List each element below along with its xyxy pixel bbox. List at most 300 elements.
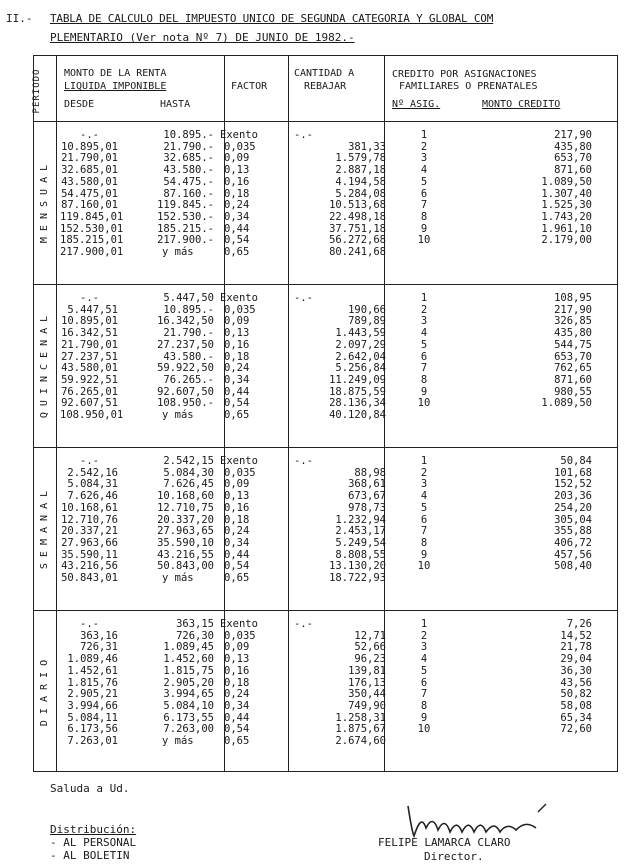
cell-cantidad: 381,33	[348, 140, 386, 153]
cell-monto-credito: 101,68	[554, 466, 592, 479]
cell-desde: -.-	[80, 455, 99, 467]
cell-cantidad: 52,66	[354, 641, 386, 654]
cell-hasta: 27.237,50	[157, 338, 214, 351]
cell-monto-credito: 305,04	[554, 513, 592, 526]
section-label-semanal	[34, 452, 56, 607]
header-factor: FACTOR	[231, 81, 268, 92]
cell-nro-asig: 1	[420, 455, 428, 467]
cell-cantidad: -.-	[294, 129, 313, 141]
cell-hasta: 108.950.-	[157, 397, 214, 410]
table-row	[58, 689, 630, 701]
cell-hasta: 35.590,10	[157, 536, 214, 549]
cell-monto-credito: 43,56	[560, 676, 592, 689]
header-periodo: PERIODO	[32, 68, 42, 114]
cell-cantidad: 1.875,67	[335, 723, 386, 736]
cell-desde: 43.580,01	[61, 175, 118, 188]
cell-factor: 0,09	[224, 315, 250, 328]
cell-hasta: 6.173,55	[163, 711, 214, 724]
heading-line-2: PLEMENTARIO (Ver nota Nº 7) DE JUNIO DE 1982.-	[50, 31, 355, 44]
cell-hasta: y más	[162, 246, 194, 258]
section-label-diario	[34, 615, 56, 770]
cell-monto-credito: 406,72	[554, 536, 592, 549]
cell-cantidad: 176,13	[348, 676, 386, 689]
cell-factor: 0,34	[224, 210, 250, 223]
table-row	[58, 619, 630, 631]
cell-hasta: 1.452,60	[163, 653, 214, 666]
cell-hasta: 217.900.-	[157, 234, 214, 247]
cell-desde: 20.337,21	[61, 525, 118, 538]
signer-name: FELIPE LAMARCA CLARO	[378, 836, 511, 849]
cell-hasta: 32.685.-	[163, 152, 214, 165]
table-row	[58, 456, 630, 468]
cell-nro-asig: 10	[417, 397, 431, 410]
table-row	[58, 736, 630, 748]
cell-hasta: 7.263,00	[163, 723, 214, 736]
header-credito-1: CREDITO POR ASIGNACIONES	[392, 69, 537, 80]
cell-monto-credito: 508,40	[554, 560, 592, 573]
cell-desde: -.-	[80, 292, 99, 304]
cell-factor: Exento	[220, 618, 258, 630]
cell-monto-credito: 653,70	[554, 152, 592, 165]
cell-nro-asig: 2	[420, 629, 428, 642]
cell-hasta: 152.530.-	[157, 210, 214, 223]
cell-hasta: 59.922,50	[157, 362, 214, 375]
cell-cantidad: 96,23	[354, 653, 386, 666]
cell-cantidad: 1.579,78	[335, 152, 386, 165]
cell-factor: Exento	[220, 455, 258, 467]
cell-hasta: 10.895.-	[163, 129, 214, 141]
cell-cantidad: -.-	[294, 618, 313, 630]
cell-hasta: 16.342,50	[157, 315, 214, 328]
table-row	[58, 573, 630, 585]
cell-factor: 0,035	[224, 140, 256, 153]
distribution-item: - AL PERSONAL	[50, 836, 137, 849]
cell-nro-asig: 3	[420, 641, 428, 654]
cell-monto-credito: 108,95	[554, 292, 592, 304]
table-row	[58, 491, 630, 503]
cell-desde: 21.790,01	[61, 152, 118, 165]
cell-monto-credito: 653,70	[554, 350, 592, 363]
cell-factor: 0,65	[224, 735, 250, 747]
section-label-text: Q U I N C E N A L	[39, 315, 51, 418]
cell-hasta: 50.843,00	[157, 560, 214, 573]
table-row	[58, 247, 630, 259]
cell-cantidad: 10.513,68	[329, 199, 386, 212]
cell-cantidad: 2.642,04	[335, 350, 386, 363]
cell-factor: 0,035	[224, 629, 256, 642]
cell-factor: 0,09	[224, 152, 250, 165]
cell-nro-asig: 1	[420, 129, 428, 141]
cell-hasta: 3.994,65	[163, 688, 214, 701]
cell-cantidad: -.-	[294, 292, 313, 304]
cell-monto-credito: 217,90	[554, 303, 592, 316]
cell-nro-asig: 5	[420, 501, 428, 514]
header-monto-credito: MONTO CREDITO	[482, 99, 561, 110]
cell-factor: 0,44	[224, 222, 250, 235]
cell-cantidad: 18.875,59	[329, 385, 386, 398]
cell-monto-credito: 2.179,00	[541, 234, 592, 247]
cell-monto-credito: 544,75	[554, 338, 592, 351]
table-row	[58, 503, 630, 515]
cell-monto-credito: 254,20	[554, 501, 592, 514]
cell-nro-asig: 3	[420, 478, 428, 491]
cell-hasta: y más	[162, 572, 194, 584]
cell-desde: 108.950,01	[60, 409, 124, 421]
cell-cantidad: 978,73	[348, 501, 386, 514]
cell-monto-credito: 14,52	[560, 629, 592, 642]
cell-desde: 59.922,51	[61, 373, 118, 386]
cell-monto-credito: 7,26	[566, 618, 592, 630]
table-row	[58, 130, 630, 142]
cell-desde: 16.342,51	[61, 327, 118, 340]
cell-cantidad: -.-	[294, 455, 313, 467]
cell-hasta: 7.626,45	[163, 478, 214, 491]
table-row	[58, 177, 630, 189]
cell-cantidad: 5.256,84	[335, 362, 386, 375]
section-number: II.-	[6, 12, 33, 25]
cell-nro-asig: 1	[420, 618, 428, 630]
cell-cantidad: 11.249,09	[329, 373, 386, 386]
cell-factor: 0,44	[224, 711, 250, 724]
cell-hasta: 21.790.-	[163, 140, 214, 153]
cell-nro-asig: 7	[420, 362, 428, 375]
cell-nro-asig: 7	[420, 199, 428, 212]
cell-factor: 0,34	[224, 373, 250, 386]
table-row	[58, 293, 630, 305]
cell-desde: 7.626,46	[67, 490, 118, 503]
cell-monto-credito: 871,60	[554, 164, 592, 177]
cell-cantidad: 37.751,18	[329, 222, 386, 235]
cell-factor: 0,24	[224, 525, 250, 538]
cell-monto-credito: 871,60	[554, 373, 592, 386]
cell-desde: -.-	[80, 618, 99, 630]
cell-factor: 0,18	[224, 513, 250, 526]
table-row	[58, 678, 630, 690]
cell-nro-asig: 4	[420, 164, 428, 177]
section-label-quincenal	[34, 289, 56, 444]
cell-desde: 5.447,51	[67, 303, 118, 316]
cell-desde: 35.590,11	[61, 548, 118, 561]
cell-hasta: 185.215.-	[157, 222, 214, 235]
cell-nro-asig: 9	[420, 222, 428, 235]
header-monto-2: LIQUIDA IMPONIBLE	[64, 81, 167, 92]
cell-hasta: 1.815,75	[163, 664, 214, 677]
cell-monto-credito: 1.089,50	[541, 397, 592, 410]
cell-nro-asig: 5	[420, 175, 428, 188]
cell-cantidad: 2.453,17	[335, 525, 386, 538]
cell-cantidad: 5.284,08	[335, 187, 386, 200]
cell-cantidad: 28.136,34	[329, 397, 386, 410]
cell-monto-credito: 50,84	[560, 455, 592, 467]
cell-cantidad: 5.249,54	[335, 536, 386, 549]
cell-desde: 76.265,01	[61, 385, 118, 398]
cell-cantidad: 673,67	[348, 490, 386, 503]
cell-desde: 87.160,01	[61, 199, 118, 212]
table-row	[58, 305, 630, 317]
section-label-text: M E N S U A L	[39, 164, 50, 243]
cell-hasta: 119.845.-	[157, 199, 214, 212]
cell-factor: 0,24	[224, 362, 250, 375]
cell-cantidad: 4.194,58	[335, 175, 386, 188]
cell-nro-asig: 4	[420, 490, 428, 503]
cell-desde: 50.843,01	[61, 572, 118, 584]
cell-factor: Exento	[220, 292, 258, 304]
cell-nro-asig: 8	[420, 210, 428, 223]
cell-monto-credito: 355,88	[554, 525, 592, 538]
cell-cantidad: 1.232,94	[335, 513, 386, 526]
section-label-mensual	[34, 126, 56, 281]
cell-monto-credito: 72,60	[560, 723, 592, 736]
cell-cantidad: 40.120,84	[329, 409, 386, 421]
cell-factor: Exento	[220, 129, 258, 141]
cell-nro-asig: 5	[420, 664, 428, 677]
cell-factor: 0,54	[224, 397, 250, 410]
cell-desde: 726,31	[80, 641, 118, 654]
cell-desde: 1.452,61	[67, 664, 118, 677]
cell-monto-credito: 58,08	[560, 699, 592, 712]
cell-desde: 217.900,01	[60, 246, 124, 258]
cell-hasta: 12.710,75	[157, 501, 214, 514]
table-row	[58, 212, 630, 224]
header-bottom-rule	[34, 121, 617, 122]
cell-nro-asig: 4	[420, 653, 428, 666]
cell-desde: 5.084,31	[67, 478, 118, 491]
table-row	[58, 631, 630, 643]
table-row	[58, 642, 630, 654]
cell-nro-asig: 6	[420, 513, 428, 526]
cell-nro-asig: 9	[420, 548, 428, 561]
cell-monto-credito: 980,55	[554, 385, 592, 398]
cell-nro-asig: 6	[420, 350, 428, 363]
cell-desde: 185.215,01	[60, 234, 124, 247]
cell-hasta: 87.160.-	[163, 187, 214, 200]
cell-monto-credito: 1.089,50	[541, 175, 592, 188]
cell-cantidad: 350,44	[348, 688, 386, 701]
cell-nro-asig: 10	[417, 234, 431, 247]
cell-hasta: 92.607,50	[157, 385, 214, 398]
cell-desde: 2.542,16	[67, 466, 118, 479]
cell-cantidad: 22.498,18	[329, 210, 386, 223]
header-cantidad-2: REBAJAR	[304, 81, 347, 92]
cell-nro-asig: 7	[420, 525, 428, 538]
cell-factor: 0,54	[224, 234, 250, 247]
cell-cantidad: 190,66	[348, 303, 386, 316]
table-row	[58, 375, 630, 387]
cell-hasta: 726,30	[176, 629, 214, 642]
cell-hasta: 27.963,65	[157, 525, 214, 538]
cell-cantidad: 80.241,68	[329, 246, 386, 258]
cell-monto-credito: 762,65	[554, 362, 592, 375]
cell-desde: 7.263,01	[67, 735, 118, 747]
table-row	[58, 538, 630, 550]
cell-cantidad: 2.097,29	[335, 338, 386, 351]
cell-hasta: 5.084,30	[163, 466, 214, 479]
cell-factor: 0,18	[224, 676, 250, 689]
cell-hasta: y más	[162, 735, 194, 747]
table-row	[58, 340, 630, 352]
cell-monto-credito: 435,80	[554, 140, 592, 153]
cell-factor: 0,16	[224, 175, 250, 188]
section-label-text: D I A R I O	[39, 659, 51, 726]
cell-nro-asig: 10	[417, 560, 431, 573]
cell-desde: 119.845,01	[60, 210, 124, 223]
cell-cantidad: 2.887,18	[335, 164, 386, 177]
header-monto-1: MONTO DE LA RENTA	[64, 68, 167, 79]
cell-factor: 0,13	[224, 490, 250, 503]
cell-desde: -.-	[80, 129, 99, 141]
cell-desde: 2.905,21	[67, 688, 118, 701]
cell-cantidad: 18.722,93	[329, 572, 386, 584]
cell-cantidad: 88,98	[354, 466, 386, 479]
cell-hasta: 21.790.-	[163, 327, 214, 340]
cell-desde: 43.580,01	[61, 362, 118, 375]
cell-monto-credito: 1.743,20	[541, 210, 592, 223]
cell-monto-credito: 1.525,30	[541, 199, 592, 212]
section-rule-3	[34, 610, 617, 611]
cell-monto-credito: 435,80	[554, 327, 592, 340]
cell-nro-asig: 6	[420, 187, 428, 200]
cell-factor: 0,18	[224, 187, 250, 200]
table-row	[58, 468, 630, 480]
cell-cantidad: 368,61	[348, 478, 386, 491]
cell-factor: 0,34	[224, 699, 250, 712]
cell-nro-asig: 5	[420, 338, 428, 351]
heading-line-1: TABLA DE CALCULO DEL IMPUESTO UNICO DE SEGUNDA CATEGORIA Y GLOBAL COM	[50, 12, 494, 25]
cell-hasta: 10.895.-	[163, 303, 214, 316]
cell-nro-asig: 2	[420, 466, 428, 479]
cell-desde: 10.168,61	[61, 501, 118, 514]
header-credito-2: FAMILIARES O PRENATALES	[399, 81, 538, 92]
cell-monto-credito: 21,78	[560, 641, 592, 654]
table-row	[58, 410, 630, 422]
cell-desde: 12.710,76	[61, 513, 118, 526]
cell-cantidad: 1.258,31	[335, 711, 386, 724]
cell-hasta: 363,15	[176, 618, 214, 630]
cell-monto-credito: 217,90	[554, 129, 592, 141]
cell-hasta: 76.265.-	[163, 373, 214, 386]
cell-monto-credito: 36,30	[560, 664, 592, 677]
cell-factor: 0,65	[224, 572, 250, 584]
header-nro-asig: Nº ASIG.	[392, 99, 441, 110]
cell-factor: 0,18	[224, 350, 250, 363]
cell-nro-asig: 7	[420, 688, 428, 701]
salutation: Saluda a Ud.	[50, 782, 130, 795]
table-row	[58, 701, 630, 713]
cell-nro-asig: 6	[420, 676, 428, 689]
distribution-title: Distribución:	[50, 823, 137, 836]
cell-desde: 10.895,01	[61, 315, 118, 328]
cell-factor: 0,16	[224, 664, 250, 677]
cell-factor: 0,13	[224, 164, 250, 177]
cell-cantidad: 749,90	[348, 699, 386, 712]
section-rule-2	[34, 447, 617, 448]
cell-factor: 0,13	[224, 327, 250, 340]
cell-monto-credito: 152,52	[554, 478, 592, 491]
cell-factor: 0,54	[224, 723, 250, 736]
cell-factor: 0,09	[224, 478, 250, 491]
cell-cantidad: 1.443,59	[335, 327, 386, 340]
table-row	[58, 479, 630, 491]
cell-desde: 54.475,01	[61, 187, 118, 200]
cell-factor: 0,16	[224, 338, 250, 351]
cell-hasta: 20.337,20	[157, 513, 214, 526]
cell-nro-asig: 1	[420, 292, 428, 304]
cell-monto-credito: 1.961,10	[541, 222, 592, 235]
cell-factor: 0,54	[224, 560, 250, 573]
cell-nro-asig: 2	[420, 303, 428, 316]
header-hasta: HASTA	[160, 99, 191, 110]
cell-cantidad: 789,89	[348, 315, 386, 328]
header-desde: DESDE	[64, 99, 95, 110]
cell-desde: 27.237,51	[61, 350, 118, 363]
cell-desde: 92.607,51	[61, 397, 118, 410]
cell-monto-credito: 326,85	[554, 315, 592, 328]
cell-factor: 0,09	[224, 641, 250, 654]
cell-factor: 0,44	[224, 548, 250, 561]
cell-hasta: 5.084,10	[163, 699, 214, 712]
cell-desde: 27.963,66	[61, 536, 118, 549]
cell-hasta: 43.580.-	[163, 350, 214, 363]
cell-factor: 0,13	[224, 653, 250, 666]
cell-factor: 0,44	[224, 385, 250, 398]
cell-monto-credito: 50,82	[560, 688, 592, 701]
distribution-item: - AL BOLETIN	[50, 849, 130, 862]
cell-nro-asig: 9	[420, 385, 428, 398]
signer-title: Director.	[424, 850, 484, 863]
cell-hasta: 5.447,50	[163, 292, 214, 304]
cell-monto-credito: 1.307,40	[541, 187, 592, 200]
section-label-text: S E M A N A L	[39, 490, 50, 569]
cell-nro-asig: 10	[417, 723, 431, 736]
cell-nro-asig: 4	[420, 327, 428, 340]
cell-desde: 10.895,01	[61, 140, 118, 153]
cell-cantidad: 2.674,60	[335, 735, 386, 747]
cell-factor: 0,24	[224, 199, 250, 212]
cell-factor: 0,16	[224, 501, 250, 514]
cell-factor: 0,035	[224, 303, 256, 316]
cell-desde: 5.084,11	[67, 711, 118, 724]
cell-desde: 3.994,66	[67, 699, 118, 712]
cell-factor: 0,65	[224, 246, 250, 258]
cell-factor: 0,34	[224, 536, 250, 549]
cell-desde: 152.530,01	[60, 222, 124, 235]
cell-desde: 21.790,01	[61, 338, 118, 351]
cell-desde: 43.216,56	[61, 560, 118, 573]
tax-table	[33, 55, 618, 772]
cell-desde: 1.815,76	[67, 676, 118, 689]
cell-nro-asig: 3	[420, 152, 428, 165]
cell-nro-asig: 8	[420, 699, 428, 712]
cell-cantidad: 8.808,55	[335, 548, 386, 561]
cell-hasta: 2.542,15	[163, 455, 214, 467]
cell-nro-asig: 8	[420, 373, 428, 386]
cell-hasta: 43.216,55	[157, 548, 214, 561]
cell-nro-asig: 2	[420, 140, 428, 153]
header-cantidad-1: CANTIDAD A	[294, 68, 355, 79]
cell-desde: 6.173,56	[67, 723, 118, 736]
cell-desde: 1.089,46	[67, 653, 118, 666]
cell-desde: 363,16	[80, 629, 118, 642]
cell-cantidad: 13.130,20	[329, 560, 386, 573]
cell-nro-asig: 3	[420, 315, 428, 328]
cell-factor: 0,035	[224, 466, 256, 479]
divider-periodo	[56, 56, 57, 771]
cell-monto-credito: 65,34	[560, 711, 592, 724]
cell-factor: 0,65	[224, 409, 250, 421]
cell-desde: 32.685,01	[61, 164, 118, 177]
cell-hasta: 2.905,20	[163, 676, 214, 689]
cell-hasta: 10.168,60	[157, 490, 214, 503]
